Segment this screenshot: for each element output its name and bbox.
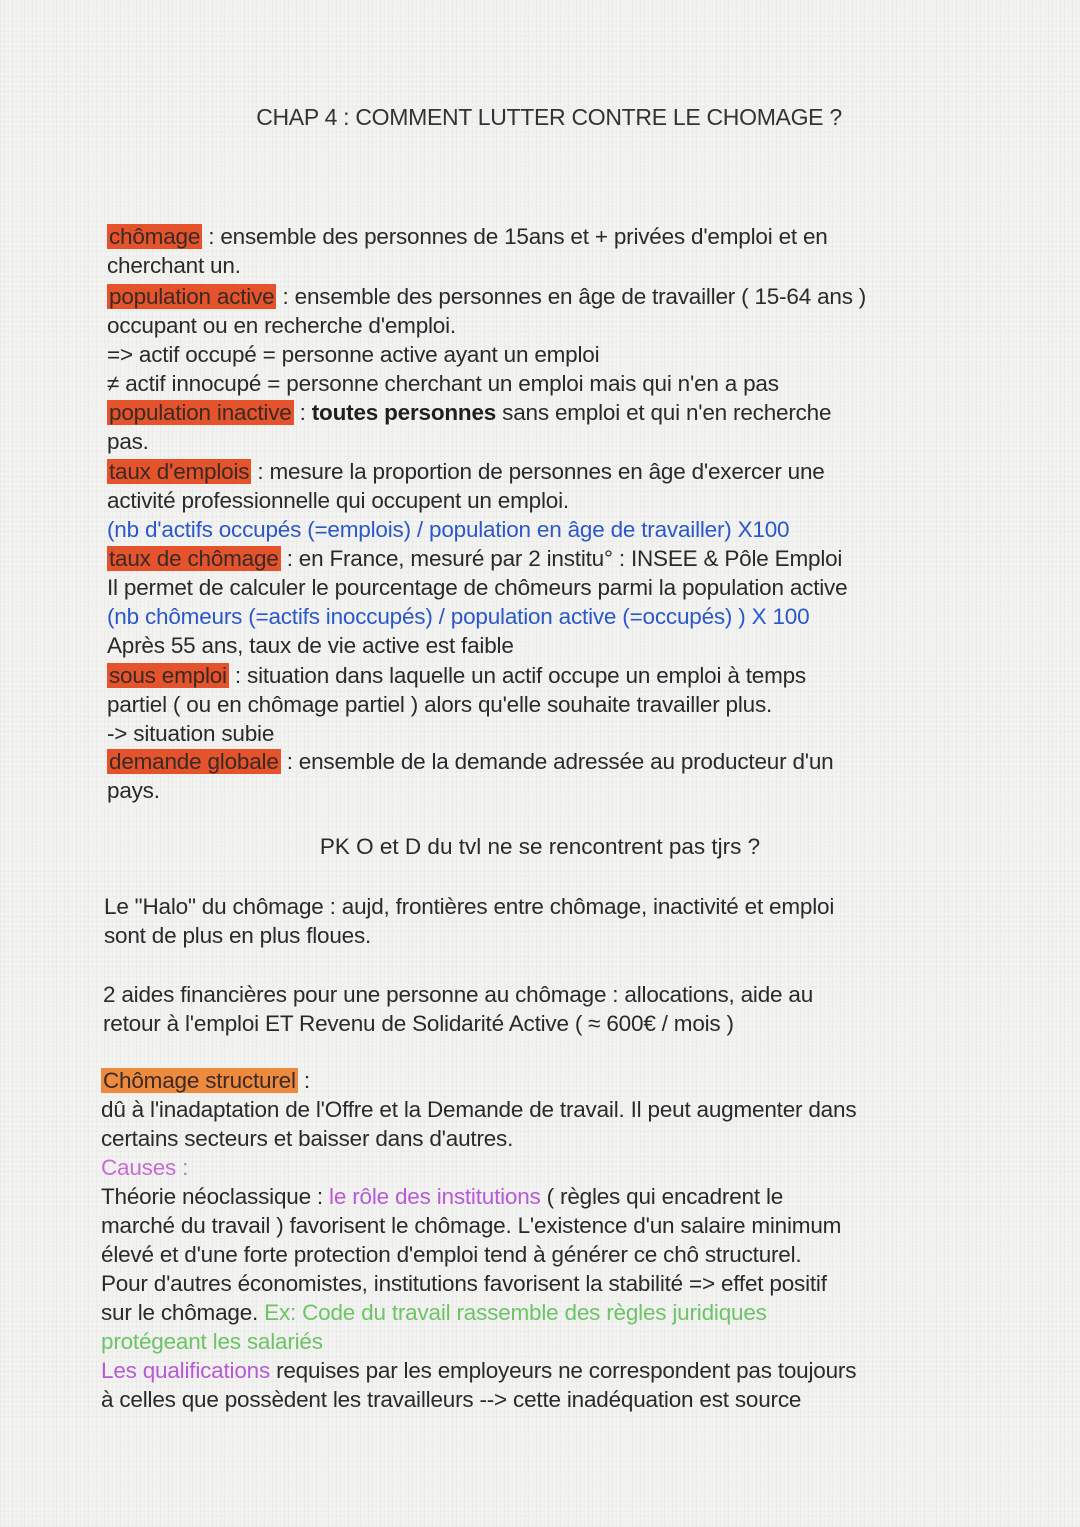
def-taux-chomage xyxy=(107,544,1007,660)
def-chomage xyxy=(107,222,1007,280)
paragraph-line: certains secteurs et baisser dans d'autres. xyxy=(101,1126,514,1151)
paragraph-text: Théorie néoclassique : xyxy=(101,1184,330,1209)
term-highlight: population inactive xyxy=(109,400,292,425)
def-population-inactive xyxy=(107,398,1007,456)
formula: (nb chômeurs (=actifs inoccupés) / population active (=occupés) ) X 100 xyxy=(107,604,810,629)
def-text: occupant ou en recherche d'emploi. xyxy=(107,313,456,338)
def-text: pays. xyxy=(107,778,160,803)
paragraph-line: 2 aides financières pour une personne au chômage : allocations, aide au xyxy=(103,982,814,1007)
formula: (nb d'actifs occupés (=emplois) / population en âge de travailler) X100 xyxy=(107,517,790,542)
def-population-active xyxy=(107,282,1007,398)
def-text: sans emploi et qui n'en recherche xyxy=(496,400,832,425)
def-taux-emplois xyxy=(107,457,1007,544)
def-text: cherchant un. xyxy=(107,253,241,278)
def-text: : mesure la proportion de personnes en âge d'exercer une xyxy=(257,459,825,484)
chomage-structurel-section xyxy=(101,1066,1061,1414)
paragraph-line: sont de plus en plus floues. xyxy=(104,923,372,948)
term-highlight: chômage xyxy=(109,224,201,249)
def-text: ≠ actif innocupé = personne cherchant un emploi mais qui n'en a pas xyxy=(107,371,779,396)
paragraph-line: à celles que possèdent les travailleurs --> cette inadéquation est source xyxy=(101,1387,802,1412)
violet-text: Les qualifications xyxy=(101,1358,271,1383)
def-text: Il permet de calculer le pourcentage de chômeurs parmi la population active xyxy=(107,575,848,600)
paragraph-line: marché du travail ) favorisent le chômage. L'existence d'un salaire minimum xyxy=(101,1213,842,1238)
def-text: -> situation subie xyxy=(107,721,275,746)
section-question: PK O et D du tvl ne se rencontrent pas tjrs ? xyxy=(319,834,761,859)
example-text: Ex: Code du travail rassemble des règles juridiques xyxy=(264,1300,767,1325)
def-text: activité professionnelle qui occupent un emploi. xyxy=(107,488,569,513)
def-text: : situation dans laquelle un actif occupe un emploi à temps xyxy=(234,663,806,688)
page-title: CHAP 4 : COMMENT LUTTER CONTRE LE CHOMAGE ? xyxy=(256,104,842,130)
bold-text: toutes personnes xyxy=(311,400,497,425)
paragraph-line: Le "Halo" du chômage : aujd, frontières entre chômage, inactivité et emploi xyxy=(104,894,835,919)
paragraph-line: Pour d'autres économistes, institutions favorisent la stabilité => effet positif xyxy=(101,1271,827,1296)
paragraph-line: dû à l'inadaptation de l'Offre et la Demande de travail. Il peut augmenter dans xyxy=(101,1097,857,1122)
paragraph-line: élevé et d'une forte protection d'emploi tend à générer ce chô structurel. xyxy=(101,1242,802,1267)
def-text: : xyxy=(299,400,312,425)
paragraph-line: retour à l'emploi ET Revenu de Solidarité Active ( ≈ 600€ / mois ) xyxy=(103,1011,734,1036)
def-text: pas. xyxy=(107,429,149,454)
paragraph-text: requises par les employeurs ne correspondent pas toujours xyxy=(270,1358,857,1383)
def-text: Après 55 ans, taux de vie active est faible xyxy=(107,633,514,658)
def-text: : xyxy=(303,1068,310,1093)
def-text: : ensemble des personnes en âge de travailler ( 15-64 ans ) xyxy=(282,284,867,309)
def-sous-emploi xyxy=(107,661,1007,748)
def-demande-globale xyxy=(107,747,1007,805)
def-text: => actif occupé = personne active ayant un emploi xyxy=(107,342,600,367)
aides-paragraph xyxy=(103,980,1003,1038)
halo-paragraph xyxy=(104,892,1004,950)
example-text: protégeant les salariés xyxy=(101,1329,323,1354)
term-highlight: demande globale xyxy=(109,749,279,774)
def-text: : ensemble de la demande adressée au producteur d'un xyxy=(286,749,834,774)
def-text: : en France, mesuré par 2 institu° : INSEE & Pôle Emploi xyxy=(286,546,843,571)
term-highlight: sous emploi xyxy=(109,663,227,688)
def-text: : ensemble des personnes de 15ans et + privées d'emploi et en xyxy=(208,224,828,249)
causes-label: Causes : xyxy=(101,1155,189,1180)
def-text: partiel ( ou en chômage partiel ) alors qu'elle souhaite travailler plus. xyxy=(107,692,773,717)
term-highlight: taux d'emplois xyxy=(109,459,250,484)
paragraph-text: ( règles qui encadrent le xyxy=(540,1184,784,1209)
violet-text: le rôle des institutions xyxy=(329,1184,541,1209)
term-highlight: taux de chômage xyxy=(109,546,279,571)
paragraph-text: sur le chômage. xyxy=(101,1300,265,1325)
term-highlight: Chômage structurel xyxy=(103,1068,296,1093)
term-highlight: population active xyxy=(109,284,275,309)
